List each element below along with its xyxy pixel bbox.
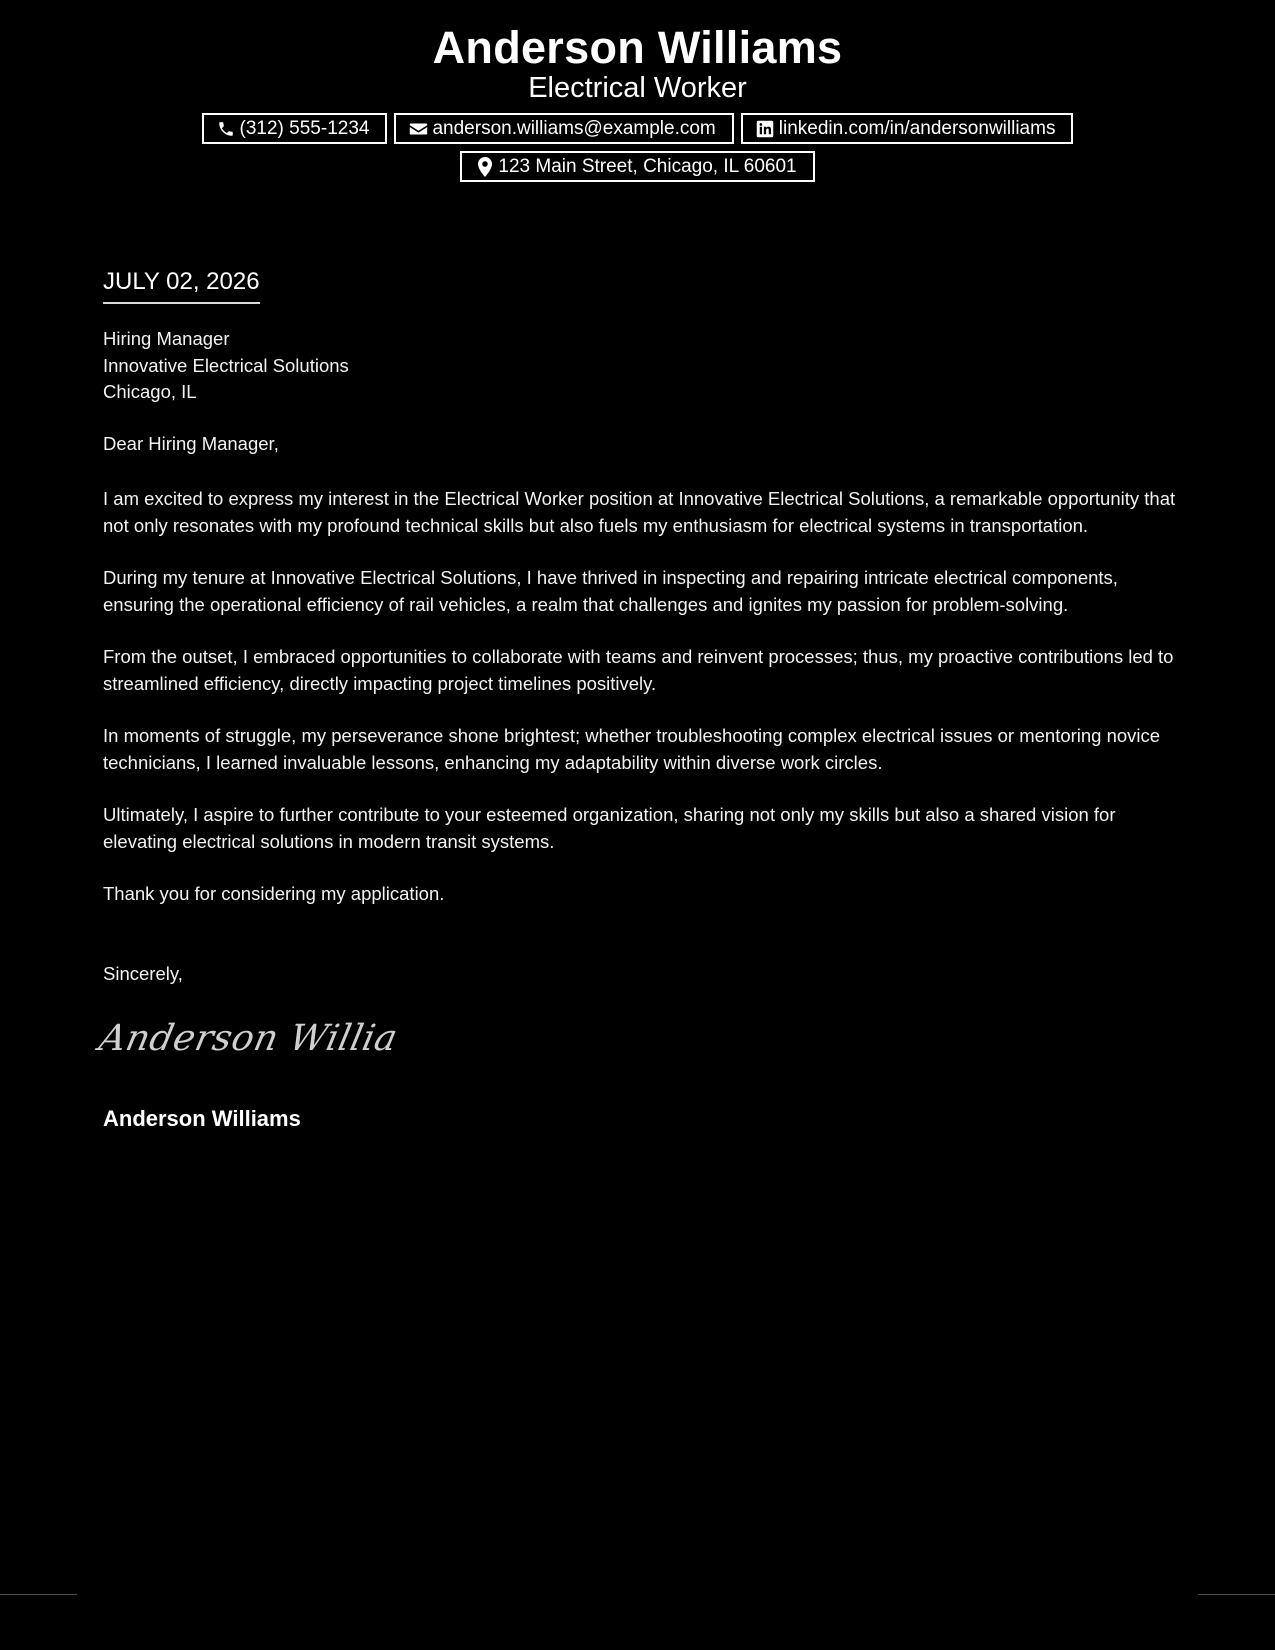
footer-divider — [1198, 1594, 1275, 1595]
contact-row — [0, 113, 1275, 144]
contact-row — [0, 151, 1275, 182]
address-chip[interactable] — [460, 151, 814, 182]
map-pin-icon — [474, 156, 495, 177]
job-title: Electrical Worker — [528, 72, 747, 104]
email-chip[interactable] — [394, 113, 733, 144]
applicant-name: Anderson Williams — [432, 22, 843, 73]
body-paragraph: During my tenure at Innovative Electrical Solutions, I have thrived in inspecting and repairing intricate electrical components, ensuring the operational efficiency of rail vehicles, a realm that challenges and ignites my passion for problem-solving. — [103, 567, 1118, 615]
recipient-line: Chicago, IL — [103, 381, 197, 402]
phone-text: (312) 555-1234 — [239, 117, 370, 139]
closing: Sincerely, — [103, 963, 183, 984]
address-text: 123 Main Street, Chicago, IL 60601 — [498, 155, 797, 177]
signer-name: Anderson Williams — [103, 1106, 301, 1131]
letter-date: JULY 02, 2026 — [103, 268, 260, 304]
recipient-block — [103, 326, 349, 406]
signature: Anderson Willia — [95, 1018, 402, 1059]
body-paragraph: Ultimately, I aspire to further contribute to your esteemed organization, sharing not only my skills but also a shared vision for elevating electrical solutions in modern transit systems. — [103, 804, 1116, 852]
letter-body — [103, 486, 1188, 934]
body-paragraph: In moments of struggle, my perseverance shone brightest; whether troubleshooting complex electrical issues or mentoring novice technicians, I learned invaluable lessons, enhancing my adaptability within diverse work circles. — [103, 725, 1161, 773]
envelope-icon — [408, 118, 429, 139]
linkedin-icon — [755, 118, 776, 139]
body-paragraph: From the outset, I embraced opportunities to collaborate with teams and reinvent processes; thus, my proactive contributions led to streamlined efficiency, directly impacting project timelines positively. — [103, 646, 1174, 694]
recipient-line: Innovative Electrical Solutions — [103, 354, 349, 376]
phone-chip[interactable] — [202, 113, 388, 144]
linkedin-text: linkedin.com/in/andersonwilliams — [778, 117, 1056, 139]
linkedin-chip[interactable] — [741, 113, 1074, 144]
body-paragraph: I am excited to express my interest in the Electrical Worker position at Innovative Electrical Solutions, a remarkable opportunity that not only resonates with my profound technical skills but also fuels my enthusiasm for electrical systems in transportation. — [103, 488, 1176, 536]
footer-divider — [0, 1594, 77, 1595]
email-text: anderson.williams@example.com — [432, 117, 716, 139]
recipient-line: Hiring Manager — [103, 328, 230, 349]
phone-icon — [216, 118, 237, 139]
salutation: Dear Hiring Manager, — [103, 433, 279, 454]
body-paragraph: Thank you for considering my application. — [103, 883, 445, 904]
